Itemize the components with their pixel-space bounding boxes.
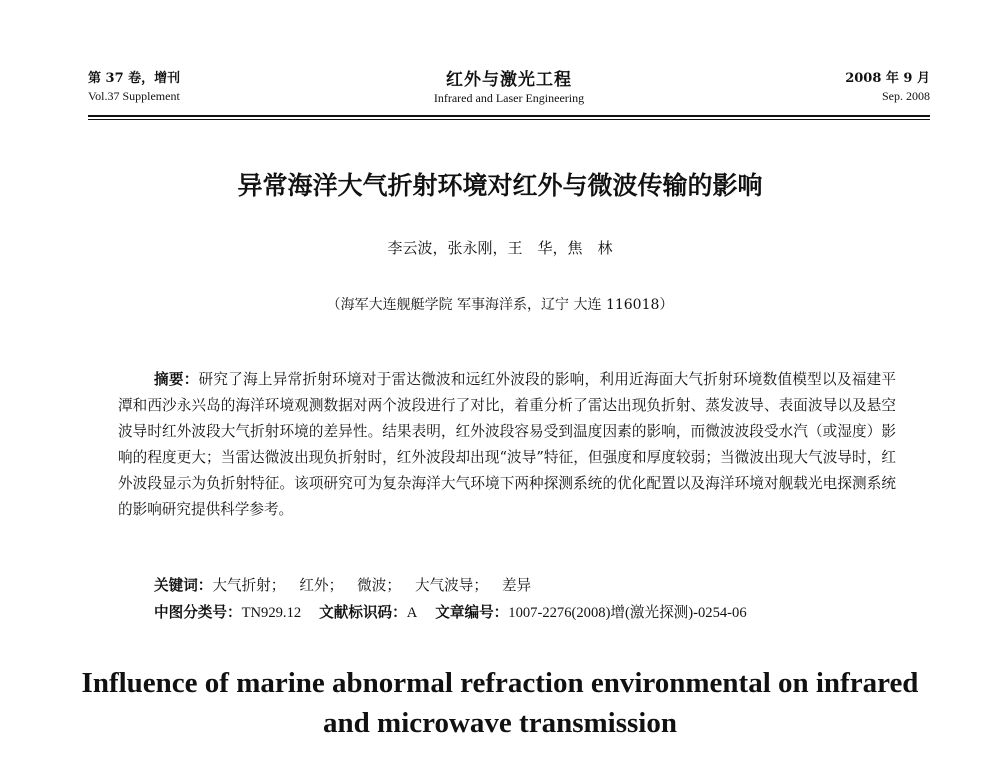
- keyword-item: 大气波导；: [414, 577, 488, 594]
- doc-code-label: 文献标识码：: [319, 604, 407, 621]
- clc-value: TN929.12: [241, 605, 302, 621]
- paper-title-en-line2: and microwave transmission: [323, 707, 677, 739]
- abstract: [118, 367, 896, 523]
- journal-name-en: Infrared and Laser Engineering: [433, 91, 585, 105]
- header-rule-thick: [88, 115, 930, 117]
- classification-line: [154, 601, 747, 625]
- paper-title-en: [0, 663, 1000, 743]
- header-journal-name: [88, 70, 930, 106]
- header-date-cn: 2008 年 9 月: [845, 71, 930, 86]
- abstract-label: 摘要：: [154, 371, 199, 388]
- author-list: 李云波，张永刚，王 华，焦 林: [387, 239, 613, 257]
- keyword-item: 大气折射；: [212, 577, 286, 594]
- header-volume-en: Vol.37 Supplement: [88, 89, 180, 103]
- keywords: [154, 574, 545, 598]
- keyword-item: 红外；: [299, 577, 344, 594]
- clc-label: 中图分类号：: [154, 604, 242, 621]
- keywords-label: 关键词：: [154, 577, 213, 594]
- header-date-en: Sep. 2008: [882, 89, 930, 103]
- header-volume-cn: 第 37 卷，增刊: [88, 71, 181, 86]
- paper-title-cn: 异常海洋大气折射环境对红外与微波传输的影响: [237, 171, 763, 200]
- paper-title-en-line1: Influence of marine abnormal refraction environmental on infrared: [81, 667, 919, 699]
- article-number-value: 1007-2276(2008)增(激光探测)-0254-06: [508, 605, 747, 621]
- doc-code-value: A: [406, 605, 418, 621]
- journal-name-cn: 红外与激光工程: [446, 70, 572, 90]
- author-affiliation: （海军大连舰艇学院 军事海洋系，辽宁 大连 116018）: [326, 297, 674, 313]
- abstract-text: 研究了海上异常折射环境对于雷达微波和远红外波段的影响，利用近海面大气折射环境数值模型以及福建平潭和西沙永兴岛的海洋环境观测数据对两个波段进行了对比，着重分析了雷达出现负折射、蒸发波导、表面波导以及悬空波导时红外波段大气折射环境的差异性。结果表明，红外波段容易受到温度因素的影响，而微波波段受水汽（或湿度）影响的程度更大；当雷达微波出现负折射时，红外波段却出现“波导”特征，但强度和厚度较弱；当微波出现大气波导时，红外波段显示为负折射特征。该项研究可为复杂海洋大气环境下两种探测系统的优化配置以及海洋环境对舰载光电探测系统的影响研究提供科学参考。: [118, 371, 896, 518]
- header-date: [845, 70, 930, 104]
- keyword-item: 差异: [501, 577, 532, 594]
- article-number-label: 文章编号：: [435, 604, 509, 621]
- journal-header: [88, 70, 930, 114]
- header-rule-thin: [88, 119, 930, 120]
- keyword-item: 微波；: [357, 577, 401, 594]
